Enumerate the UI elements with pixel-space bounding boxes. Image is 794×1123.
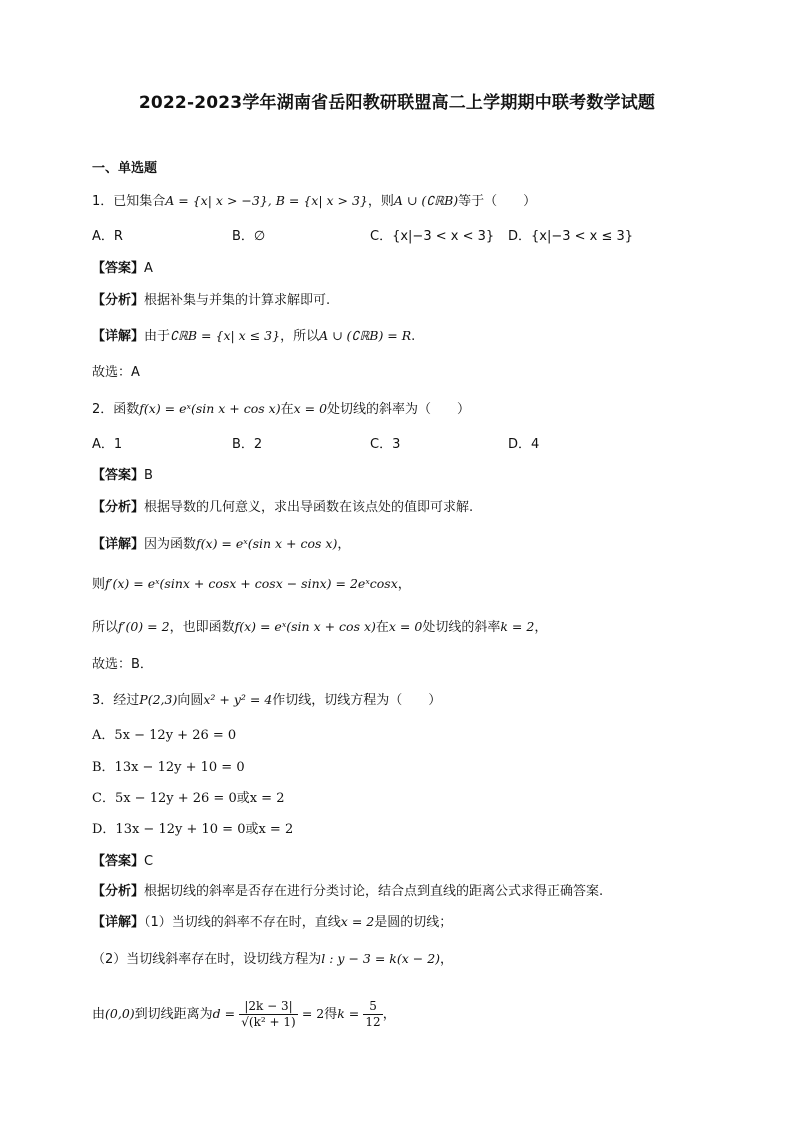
answer-tag: 【答案】 [92,854,145,869]
q2-line2-suffix: ， [397,577,411,592]
q2-detail-line3 [92,618,547,637]
q3-answer [92,853,153,871]
q3-detail2-suffix: ， [440,952,454,967]
q1-option-b: B．∅ [232,229,266,244]
analysis-tag: 【分析】 [92,500,145,515]
q1-detail-suffix: . [411,329,416,344]
q1-detail-prefix: 由于 [144,329,171,344]
q1-stem-math2: A ∪ (∁ℝB) [393,193,459,208]
q2-stem-prefix: 2．函数 [92,402,140,417]
q2-line3-math3: x = 0 [388,619,423,634]
q3-detail3-suffix: ， [382,1007,396,1022]
detail-tag: 【详解】 [92,537,145,552]
q2-line3-math4: k = 2 [500,619,535,634]
q1-option-c: C．{x|−3 < x < 3} [370,229,495,244]
q3-stem-prefix: 3．经过 [92,693,140,708]
q1-stem-math: A = {x| x > −3}, B = {x| x > 3} [165,193,368,208]
q3-detail3-mid2: 得 [324,1007,338,1022]
q2-analysis-text: 根据导数的几何意义，求出导函数在该点处的值即可求解. [144,500,474,515]
detail-tag: 【详解】 [92,329,145,344]
distance-numerator: |2k − 3| [239,999,297,1015]
q3-detail3-prefix: 由 [92,1007,106,1022]
q2-detail-prefix: 因为函数 [144,537,197,552]
q3-answer-value: C [144,854,154,869]
q2-line2-prefix: 则 [92,577,106,592]
q2-option-c: C．3 [370,437,401,452]
q2-option-a: A．1 [92,437,123,452]
q2-line3-math: f′(0) = 2 [118,619,170,634]
q3-detail2-prefix: （2）当切线斜率存在时，设切线方程为 [92,952,322,967]
q3-stem-math2: x² + y² = 4 [203,692,273,707]
answer-tag: 【答案】 [92,468,145,483]
q1-choice: 故选：A [92,365,140,380]
q3-detail1-math: x = 2 [340,914,375,929]
q3-option-a: A．5x − 12y + 26 = 0 [92,728,237,743]
analysis-tag: 【分析】 [92,293,145,308]
q2-stem-suffix: 处切线的斜率为（ ） [327,402,471,417]
q2-line2-math: f′(x) = eˣ(sinx + cosx + cosx − sinx) = 2eˣcosx [105,576,398,591]
q3-detail-line2 [92,950,453,969]
q1-option-d: D．{x|−3 < x ≤ 3} [508,229,634,244]
q3-detail3-math: (0,0) [105,1006,135,1021]
q2-stem-mid: 在 [280,402,294,417]
q3-detail3-mid: 到切线距离为 [134,1007,213,1022]
q1-option-a: A．R [92,229,123,244]
q3-stem-mid: 向圆 [177,693,204,708]
q2-analysis [92,499,473,517]
slope-numerator: 5 [363,999,382,1015]
q2-detail-line2 [92,575,411,594]
q3-stem [92,691,441,710]
q2-detail-suffix: ， [337,537,351,552]
q1-stem [92,192,536,211]
q1-detail [92,327,415,346]
q3-option-d: D．13x − 12y + 10 = 0或x = 2 [92,822,294,837]
q3-analysis-text: 根据切线的斜率是否存在进行分类讨论，结合点到直线的距离公式求得正确答案. [144,884,604,899]
q2-stem [92,400,470,419]
q2-line3-suffix: ， [534,620,548,635]
q3-analysis [92,883,603,901]
q3-detail2-math: l : y − 3 = k(x − 2) [321,951,441,966]
q2-stem-math2: x = 0 [293,401,328,416]
answer-tag: 【答案】 [92,261,145,276]
slope-fraction [363,999,382,1030]
q3-detail-line3 [92,994,396,1035]
q1-stem-prefix: 1．已知集合 [92,194,166,209]
section-heading: 一、单选题 [92,161,158,176]
q1-stem-suffix: 等于（ ） [458,194,537,209]
q2-choice: 故选：B． [92,657,153,672]
q2-answer-value: B [144,468,153,483]
distance-fraction [239,999,297,1030]
q2-answer [92,467,153,485]
q1-detail-math: ∁ℝB = {x| x ≤ 3} [170,328,281,343]
q3-detail3-d: d = [212,1006,236,1021]
q3-detail1-suffix: 是圆的切线； [374,915,453,930]
q2-detail [92,535,350,554]
q2-line3-mid2: 在 [375,620,389,635]
q3-detail [92,913,452,932]
q1-analysis [92,292,330,310]
q1-answer [92,260,153,278]
q1-analysis-text: 根据补集与并集的计算求解即可. [144,293,331,308]
q3-stem-math: P(2,3) [139,692,178,707]
q3-detail1-prefix: （1）当切线的斜率不存在时，直线 [144,915,341,930]
q2-line3-prefix: 所以 [92,620,119,635]
distance-denominator: √(k² + 1) [241,1015,296,1029]
q2-option-d: D．4 [508,437,540,452]
q2-stem-math: f(x) = eˣ(sin x + cos x) [139,401,281,416]
slope-denominator: 12 [365,1015,381,1029]
q3-detail3-k: k = [337,1006,360,1021]
q2-line3-math2: f(x) = eˣ(sin x + cos x) [234,619,376,634]
q1-detail-math2: A ∪ (∁ℝB) = R [319,328,412,343]
q2-line3-mid3: 处切线的斜率 [422,620,501,635]
q3-option-b: B．13x − 12y + 10 = 0 [92,760,245,775]
q1-stem-mid: ，则 [367,194,394,209]
q3-stem-suffix: 作切线，切线方程为（ ） [272,693,442,708]
q2-line3-mid: ，也即函数 [169,620,235,635]
q1-answer-value: A [144,261,153,276]
analysis-tag: 【分析】 [92,884,145,899]
detail-tag: 【详解】 [92,915,145,930]
q1-detail-mid: ，所以 [280,329,320,344]
q2-detail-math: f(x) = eˣ(sin x + cos x) [196,536,338,551]
q3-option-c: C．5x − 12y + 26 = 0或x = 2 [92,791,285,806]
page-title: 2022-2023学年湖南省岳阳教研联盟高二上学期期中联考数学试题 [138,93,656,113]
q2-option-b: B．2 [232,437,263,452]
q3-detail3-eq: = 2 [301,1006,325,1021]
